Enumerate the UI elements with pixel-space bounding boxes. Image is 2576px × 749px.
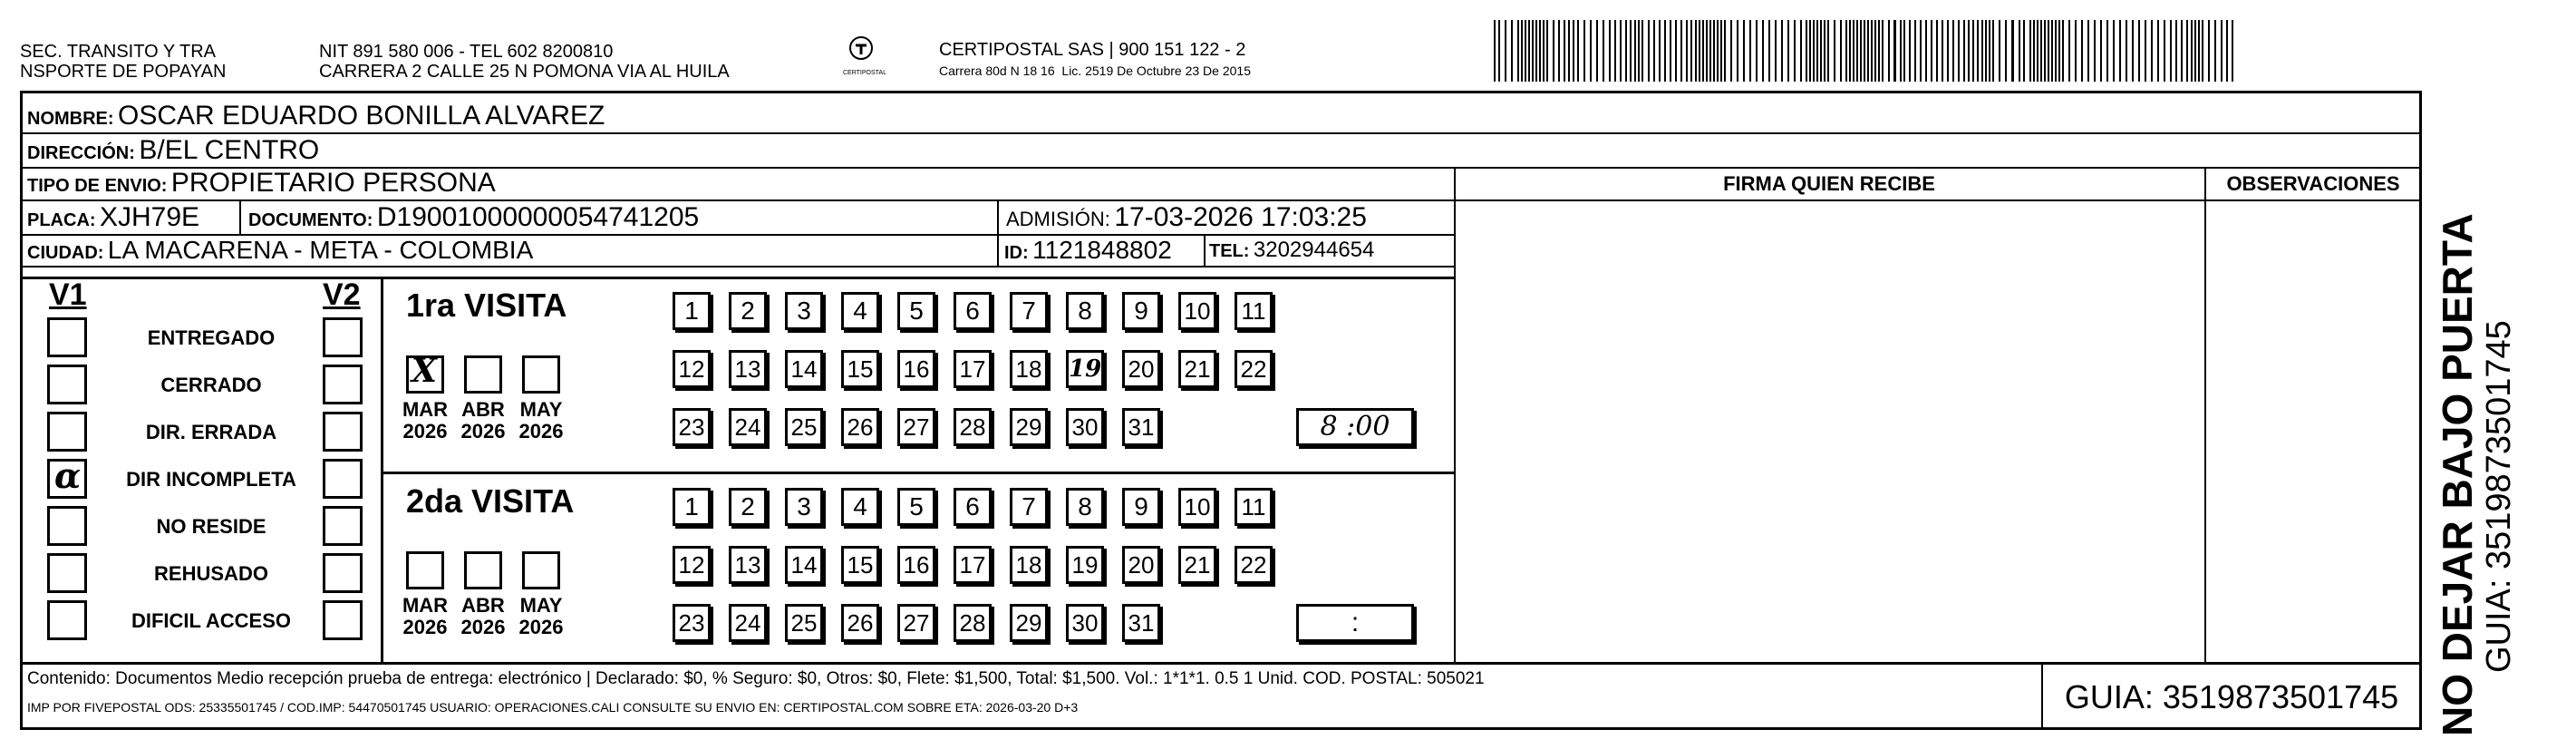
v2-checkbox[interactable] [323,553,363,593]
id-value: 1121848802 [1032,236,1172,264]
day-box[interactable]: 15 [841,350,879,388]
day-box[interactable]: 17 [954,350,992,388]
day-box[interactable]: 21 [1178,350,1216,388]
documento-field [248,201,699,238]
day-box[interactable]: 23 [673,408,711,446]
month-name: MAY [519,594,563,617]
v1-checkbox[interactable] [47,365,87,404]
sender-name-line1: SEC. TRANSITO Y TRA [20,42,216,62]
day-box[interactable]: 8 [1066,292,1104,330]
day-box[interactable]: 22 [1235,350,1273,388]
tel-value: 3202944654 [1253,238,1375,262]
day-box[interactable]: 3 [785,292,823,330]
observations-area[interactable] [2206,201,2420,660]
day-box[interactable]: 11 [1235,292,1273,330]
day-box[interactable]: 19 [1066,546,1104,584]
month-checkbox[interactable] [522,355,560,394]
day-box[interactable]: 28 [954,408,992,446]
visit-title: 2da VISITA [406,482,575,520]
v1-checkbox[interactable] [47,600,87,640]
day-box[interactable]: 22 [1235,546,1273,584]
month-checkbox[interactable] [464,551,502,589]
day-box[interactable]: 14 [785,350,823,388]
placa-field [27,201,199,238]
nombre-label: NOMBRE: [27,109,114,129]
sender-address: CARRERA 2 CALLE 25 N POMONA VIA AL HUILA [319,62,730,82]
month-label [509,399,573,443]
month-year: 2026 [460,420,506,443]
day-box[interactable]: 6 [954,488,992,526]
tel-field [1209,234,1374,269]
documento-value: D19001000000054741205 [376,202,700,232]
v2-checkbox[interactable] [323,317,363,357]
admision-field [1006,201,1367,238]
month-label [393,595,457,638]
day-box[interactable]: 26 [841,604,879,642]
footer-print-info: IMP POR FIVEPOSTAL ODS: 25335501745 / COD.IMP: 54470501745 USUARIO: OPERACIONES.CALI CONSULTE SU ENVIO EN: CERTIPOSTAL.COM SOBRE ETA: 2026-03-20 D+3 [27,700,1079,715]
status-label: REHUSADO [154,562,268,585]
day-box[interactable]: 9 [1122,292,1160,330]
month-label [509,595,573,638]
v2-checkbox[interactable] [323,600,363,640]
day-box[interactable]: 12 [673,350,711,388]
v1-header: V1 [49,277,87,312]
day-box[interactable]: 16 [897,546,935,584]
ciudad-label: CIUDAD: [27,243,104,263]
day-box[interactable]: 27 [897,604,935,642]
footer-content: Contenido: Documentos Medio recepción prueba de entrega: electrónico | Declarado: $0, % Seguro: $0, Otros: $0, Flete: $1,500, Total: $1,500. Vol.: 1*1*1. 0.5 1 Unid. COD. POSTAL: 505021 [27,669,1485,688]
tel-label: TEL: [1209,241,1250,261]
day-box[interactable]: 10 [1178,292,1216,330]
day-box[interactable]: 1 [673,292,711,330]
month-name: ABR [461,398,505,421]
month-year: 2026 [518,420,564,443]
v2-checkbox[interactable] [323,459,363,499]
v2-header: V2 [323,277,361,312]
month-year: 2026 [402,420,448,443]
day-box[interactable]: 29 [1010,604,1048,642]
month-checkbox[interactable] [522,551,560,589]
v1-checkbox[interactable] [47,553,87,593]
day-box[interactable]: 4 [841,292,879,330]
day-box[interactable]: 19 [1066,350,1104,388]
nit-phone: NIT 891 580 006 - TEL 602 8200810 [319,42,614,62]
footer-guia: GUIA: 3519873501745 [2064,678,2399,715]
month-name: MAR [402,594,449,617]
admision-label: ADMISIÓN: [1006,208,1110,230]
day-box[interactable]: 29 [1010,408,1048,446]
month-year: 2026 [518,616,564,638]
day-box[interactable]: 17 [954,546,992,584]
day-box[interactable]: 5 [897,292,935,330]
day-box[interactable]: 13 [729,350,767,388]
day-box[interactable]: 21 [1178,546,1216,584]
day-box[interactable]: 16 [897,350,935,388]
day-box[interactable]: 13 [729,546,767,584]
day-box[interactable]: 25 [785,408,823,446]
day-box[interactable]: 2 [729,488,767,526]
month-checkbox[interactable] [406,551,444,589]
firma-header: FIRMA QUIEN RECIBE [1723,172,1935,195]
nombre-value: OSCAR EDUARDO BONILLA ALVAREZ [118,101,605,131]
day-box[interactable]: 30 [1066,408,1104,446]
nombre-field [27,100,605,137]
placa-label: PLACA: [27,210,96,230]
status-label: CERRADO [160,374,262,396]
day-box[interactable]: 27 [897,408,935,446]
day-box[interactable]: 12 [673,546,711,584]
day-box[interactable]: 28 [954,604,992,642]
observaciones-header: OBSERVACIONES [2226,172,2400,195]
month-checkbox[interactable] [464,355,502,394]
sender-name-line2: NSPORTE DE POPAYAN [20,62,227,82]
v2-checkbox[interactable] [323,506,363,546]
time-box[interactable]: 8 :00 [1296,408,1414,446]
v1-checkbox[interactable] [47,317,87,357]
day-box[interactable]: 20 [1122,350,1160,388]
time-box[interactable]: : [1296,604,1414,642]
month-name: MAY [519,398,563,421]
day-box[interactable]: 18 [1010,350,1048,388]
day-box[interactable]: 7 [1010,292,1048,330]
day-box[interactable]: 9 [1122,488,1160,526]
day-box[interactable]: 1 [673,488,711,526]
tipo-envio-value: PROPIETARIO PERSONA [170,168,496,198]
day-box[interactable]: 6 [954,292,992,330]
day-box[interactable]: 7 [1010,488,1048,526]
status-label: ENTREGADO [147,326,276,349]
certipostal-logo [843,34,886,76]
admision-value: 17-03-2026 17:03:25 [1114,202,1367,232]
v2-checkbox[interactable] [323,365,363,404]
day-box[interactable]: 5 [897,488,935,526]
v1-checkbox[interactable] [47,412,87,452]
month-year: 2026 [402,616,448,638]
no-dejar-warning: NO DEJAR BAJO PUERTA [2434,213,2481,736]
day-box[interactable]: 2 [729,292,767,330]
month-label [451,399,515,443]
status-label: DIR. ERRADA [145,421,277,443]
logo-text: CERTIPOSTAL [843,70,886,76]
day-box[interactable]: 14 [785,546,823,584]
ciudad-field [27,234,533,271]
side-text [2435,120,2518,736]
month-name: ABR [461,594,505,617]
day-box[interactable]: 31 [1122,604,1160,642]
status-label: DIFICIL ACCESO [131,609,291,632]
direccion-value: B/EL CENTRO [139,135,320,165]
v2-checkbox[interactable] [323,412,363,452]
month-label [451,595,515,638]
status-label: DIR INCOMPLETA [126,468,296,491]
visit-title: 1ra VISITA [406,287,567,324]
day-box[interactable]: 25 [785,604,823,642]
day-box[interactable]: 3 [785,488,823,526]
direccion-label: DIRECCIÓN: [27,143,135,163]
month-handwritten-mark: X [412,352,437,390]
ciudad-value: LA MACARENA - META - COLOMBIA [107,236,534,264]
day-box[interactable]: 15 [841,546,879,584]
side-guia: GUIA: 3519873501745 [2480,320,2518,673]
day-box[interactable]: 11 [1235,488,1273,526]
tipo-envio-field [27,167,496,204]
month-label [393,399,457,443]
id-label: ID: [1004,243,1029,263]
day-box[interactable]: 24 [729,604,767,642]
day-box[interactable]: 30 [1066,604,1104,642]
id-field [1004,234,1172,271]
documento-label: DOCUMENTO: [248,210,373,230]
day-box[interactable]: 10 [1178,488,1216,526]
month-year: 2026 [460,616,506,638]
license-info: Carrera 80d N 18 16 Lic. 2519 De Octubre 23 De 2015 [939,63,1251,78]
company-info: CERTIPOSTAL SAS | 900 151 122 - 2 [939,40,1246,60]
status-label: NO RESIDE [156,515,266,538]
tipo-envio-label: TIPO DE ENVIO: [27,176,168,196]
barcode [1494,20,2237,82]
day-box[interactable]: 8 [1066,488,1104,526]
day-box[interactable]: 18 [1010,546,1048,584]
v1-checkbox[interactable] [47,506,87,546]
day-box[interactable]: 4 [841,488,879,526]
signature-area[interactable] [1456,201,2203,660]
day-box[interactable]: 20 [1122,546,1160,584]
direccion-field [27,134,319,171]
month-name: MAR [402,398,449,421]
day-box[interactable]: 24 [729,408,767,446]
day-box[interactable]: 26 [841,408,879,446]
day-box[interactable]: 31 [1122,408,1160,446]
placa-value: XJH79E [100,202,200,232]
v1-handwritten-mark: α [54,455,82,496]
day-box[interactable]: 23 [673,604,711,642]
